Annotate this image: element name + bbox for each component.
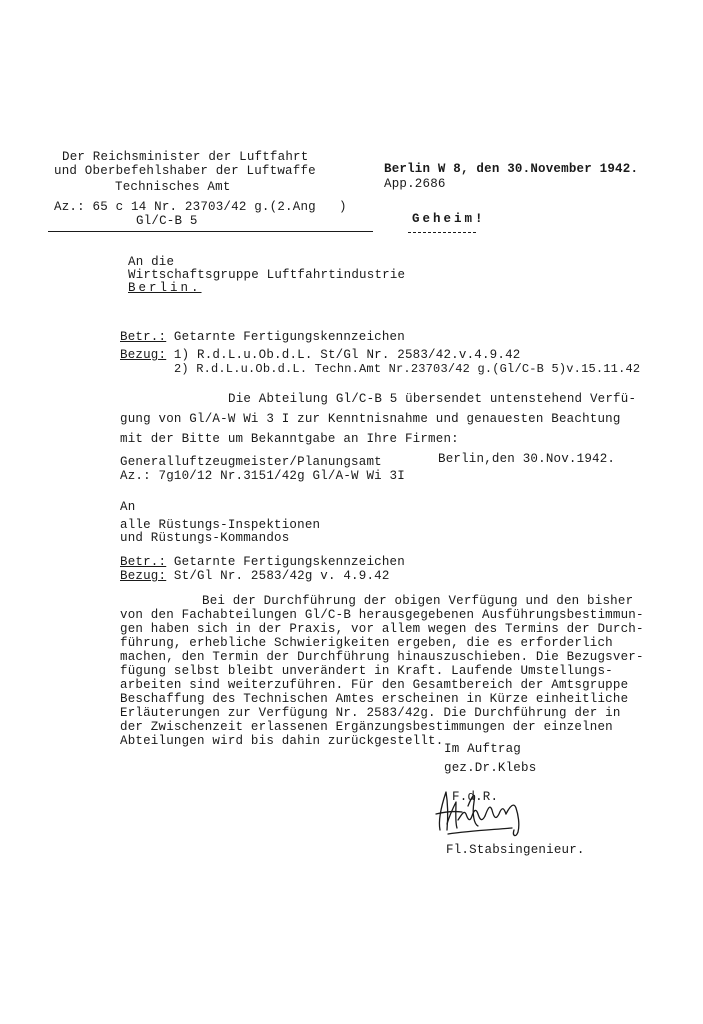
place-date-line-1: Berlin W 8, den 30.November 1942.: [384, 162, 639, 176]
body-line-4: führung, erhebliche Schwierigkeiten ergeben, die es erforderlich: [120, 636, 613, 650]
body-line-6: fügung selbst bleibt unverändert in Kraft. Laufende Umstellungs-: [120, 664, 613, 678]
sender-dept: Gl/C-B 5: [136, 214, 198, 228]
inner-bezug-text: St/Gl Nr. 2583/42g v. 4.9.42: [166, 569, 390, 583]
classification-stamp: Geheim!: [412, 212, 486, 226]
body-line-5: machen, den Termin der Durchführung hinauszuschieben. Die Bezugsver-: [120, 650, 644, 664]
subject-bezug-1: [120, 348, 520, 363]
inner-az: Az.: 7g10/12 Nr.3151/42g Gl/A-W Wi 3I: [120, 469, 405, 483]
handwritten-signature: [428, 784, 538, 844]
signature-fdr: F.d.R.: [452, 790, 499, 804]
closing-line-1: Im Auftrag: [444, 742, 522, 756]
sender-line-1: Der Reichsminister der Luftfahrt: [62, 150, 309, 164]
sender-line-3: Technisches Amt: [115, 180, 231, 194]
body-line-11: Abteilungen wird bis dahin zurückgestellt.: [120, 734, 444, 748]
place-date-line-2: App.2686: [384, 177, 446, 191]
subject-betr-label: Betr.:: [120, 330, 167, 344]
inner-bezug: [120, 569, 390, 584]
inner-recipient-2: und Rüstungs-Kommandos: [120, 531, 290, 545]
sender-line-2: und Oberbefehlshaber der Luftwaffe: [54, 164, 316, 178]
inner-betr-label: Betr.:: [120, 555, 167, 569]
inner-an: An: [120, 500, 136, 514]
intro-line-3: mit der Bitte um Bekanntgabe an Ihre Firmen:: [120, 432, 459, 446]
classification-rule: [408, 232, 476, 233]
sender-rule: [48, 231, 373, 232]
subject-bezug-1-text: 1) R.d.L.u.Ob.d.L. St/Gl Nr. 2583/42.v.4.9.42: [166, 348, 521, 362]
inner-bezug-label: Bezug:: [120, 569, 167, 583]
body-line-1: Bei der Durchführung der obigen Verfügung und den bisher: [202, 594, 634, 608]
subject-bezug-2: 2) R.d.L.u.Ob.d.L. Techn.Amt Nr.23703/42 g.(Gl/C-B 5)v.15.11.42: [174, 362, 641, 376]
body-line-2: von den Fachabteilungen Gl/C-B herausgegebenen Ausführungsbestimmun-: [120, 608, 644, 622]
intro-line-1: Die Abteilung Gl/C-B 5 übersendet untenstehend Verfü-: [228, 392, 637, 406]
signature-rank: Fl.Stabsingenieur.: [446, 843, 585, 857]
intro-line-2: gung von Gl/A-W Wi 3 I zur Kenntnisnahme und genauesten Beachtung: [120, 412, 621, 426]
subject-betr: [120, 330, 405, 345]
body-line-3: gen haben sich in der Praxis, vor allem wegen des Termins der Durch-: [120, 622, 644, 636]
inner-betr: [120, 555, 405, 570]
inner-betr-text: Getarnte Fertigungskennzeichen: [166, 555, 405, 569]
body-line-10: der Zwischenzeit erlassenen Ergänzungsbestimmungen der einzelnen: [120, 720, 613, 734]
inner-sender: Generalluftzeugmeister/Planungsamt: [120, 455, 382, 469]
subject-betr-text: Getarnte Fertigungskennzeichen: [166, 330, 405, 344]
recipient-line-3: Berlin.: [128, 281, 202, 295]
inner-place-date: Berlin,den 30.Nov.1942.: [438, 452, 616, 466]
subject-bezug-label: Bezug:: [120, 348, 167, 362]
closing-line-2: gez.Dr.Klebs: [444, 761, 537, 775]
recipient-line-2: Wirtschaftsgruppe Luftfahrtindustrie: [128, 268, 406, 282]
body-line-7: arbeiten sind weiterzuführen. Für den Gesamtbereich der Amtsgruppe: [120, 678, 629, 692]
sender-az: Az.: 65 c 14 Nr. 23703/42 g.(2.Ang ): [54, 200, 347, 214]
body-line-8: Beschaffung des Technischen Amtes erscheinen in Kürze einheitliche: [120, 692, 629, 706]
recipient-line-1: An die: [128, 255, 175, 269]
inner-recipient-1: alle Rüstungs-Inspektionen: [120, 518, 321, 532]
body-line-9: Erläuterungen zur Verfügung Nr. 2583/42g. Die Durchführung der in: [120, 706, 621, 720]
